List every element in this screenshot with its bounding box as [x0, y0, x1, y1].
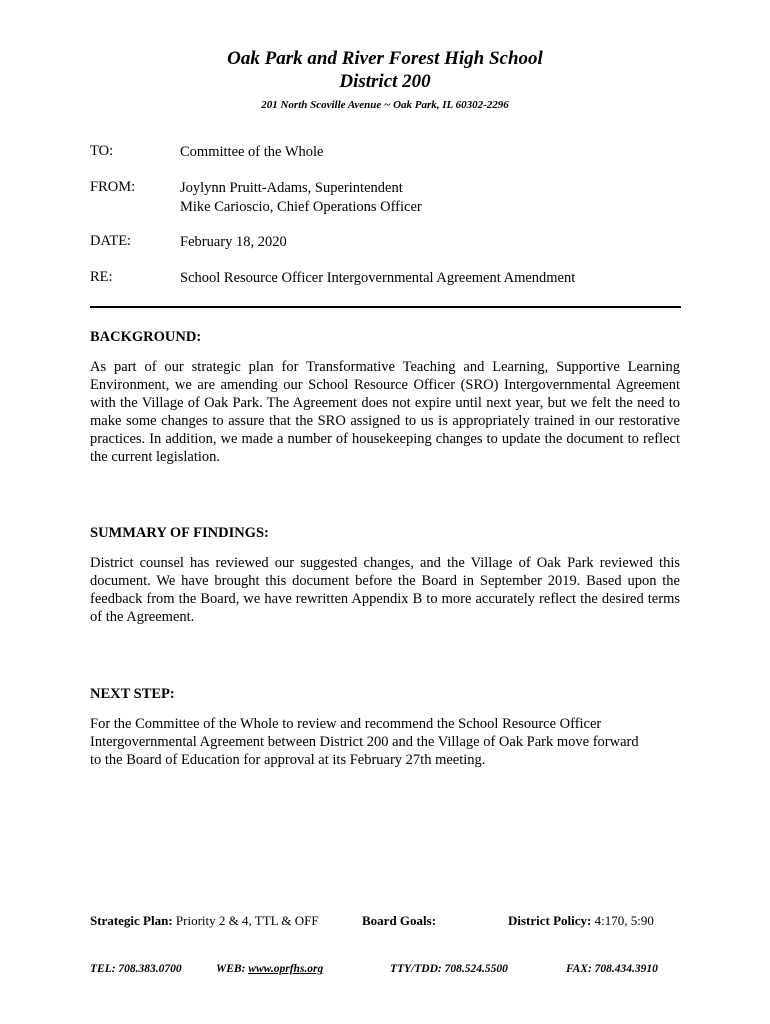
next-step-section [90, 686, 680, 769]
to-label: TO: [90, 143, 114, 159]
website-link[interactable]: www.oprfhs.org [248, 963, 324, 975]
district-policy-label: District Policy: [508, 913, 592, 928]
from-label: FROM: [90, 179, 136, 195]
background-section [90, 329, 680, 466]
school-address: 201 North Scoville Avenue ~ Oak Park, IL 60302-2296 [261, 99, 509, 111]
website-label: WEB: [216, 963, 246, 975]
re-value: School Resource Officer Intergovernmental Agreement Amendment [180, 270, 576, 286]
next-step-line-1: For the Committee of the Whole to review and recommend the School Resource Officer [90, 716, 602, 732]
date-value: February 18, 2020 [180, 234, 287, 250]
strategic-plan [90, 913, 319, 929]
district-policy-value: 4:170, 5:90 [594, 913, 654, 928]
next-step-line-3: to the Board of Education for approval at its February 27th meeting. [90, 752, 486, 768]
next-step-heading: NEXT STEP: [90, 686, 175, 702]
from-line-2: Mike Carioscio, Chief Operations Officer [180, 199, 422, 215]
strategic-plan-value: Priority 2 & 4, TTL & OFF [175, 913, 319, 928]
district-name: District 200 [339, 71, 431, 92]
date-label: DATE: [90, 233, 132, 249]
findings-text: District counsel has reviewed our suggested changes, and the Village of Oak Park reviewed this document. We have brought this document before the Board in September 2019. Based upon the feedback from the Board, we have rewritten Appendix B to more accurately reflect the desired terms of the Agreement. [90, 555, 680, 625]
letterhead [0, 47, 770, 111]
telephone: TEL: 708.383.0700 [90, 963, 182, 975]
background-heading: BACKGROUND: [90, 329, 202, 345]
website [216, 963, 323, 975]
background-text: As part of our strategic plan for Transformative Teaching and Learning, Supportive Learning Environment, we are amending our School Resource Officer (SRO) Intergovernmental Agreement with the Village of Oak Park. The Agreement does not expire until next year, but we felt the need to make some changes to assure that the SRO assigned to us is appropriately trained in our restorative practices. In addition, we made a number of housekeeping changes to update the document to reflect the current legislation. [90, 359, 680, 465]
tty-tdd: TTY/TDD: 708.524.5500 [390, 963, 508, 975]
district-policy [508, 913, 654, 929]
findings-section [90, 525, 680, 626]
board-goals-label: Board Goals: [362, 913, 437, 928]
next-step-line-2: Intergovernmental Agreement between District 200 and the Village of Oak Park move forward [90, 734, 639, 750]
findings-heading: SUMMARY OF FINDINGS: [90, 525, 269, 541]
to-value: Committee of the Whole [180, 144, 324, 160]
re-label: RE: [90, 269, 113, 285]
from-line-1: Joylynn Pruitt-Adams, Superintendent [180, 180, 403, 196]
strategic-plan-label: Strategic Plan: [90, 913, 173, 928]
header-divider [90, 306, 681, 308]
school-name: Oak Park and River Forest High School [227, 48, 543, 69]
fax: FAX: 708.434.3910 [566, 963, 658, 975]
